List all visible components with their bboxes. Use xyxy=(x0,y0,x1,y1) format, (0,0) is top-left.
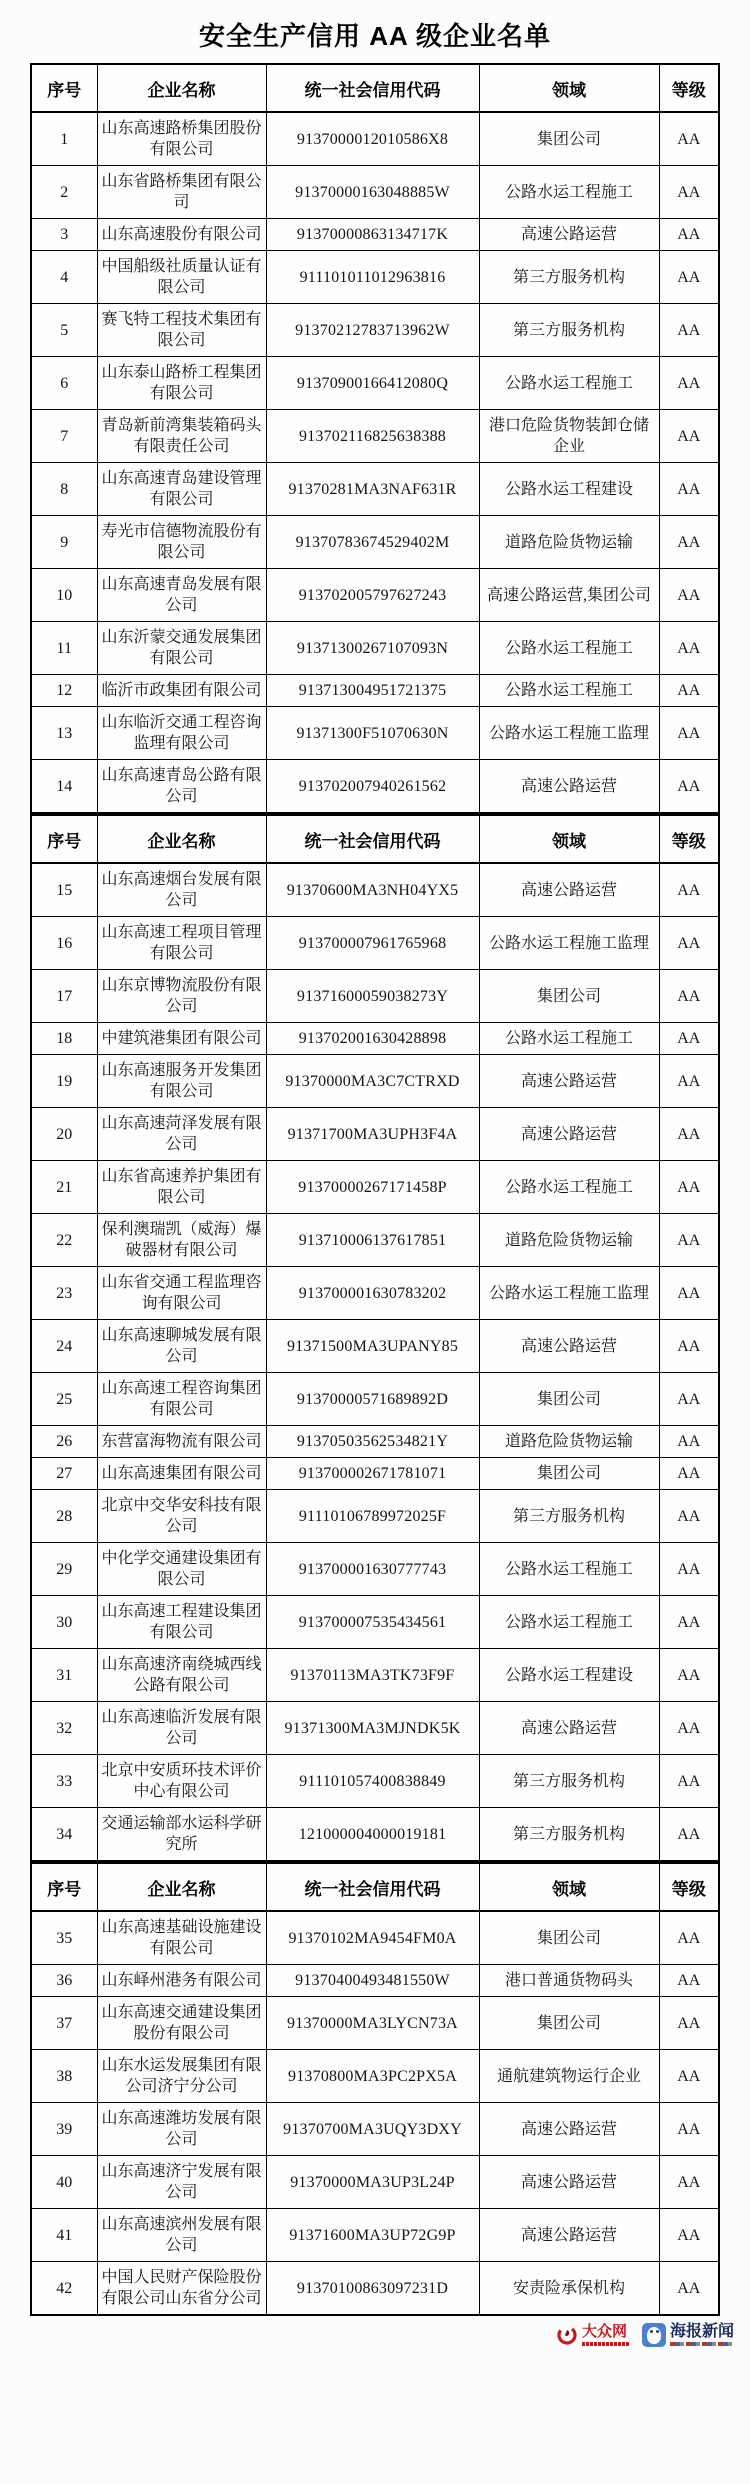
grade-cell: AA xyxy=(659,760,719,814)
field-cell: 公路水运工程施工 xyxy=(479,1543,659,1596)
credit-code-cell: 913700001630777743 xyxy=(266,1543,479,1596)
serial-cell: 9 xyxy=(31,516,97,569)
enterprise-table-1 xyxy=(30,63,720,814)
company-name-cell: 山东高速菏泽发展有限公司 xyxy=(97,1108,266,1161)
credit-code-cell: 91371600059038273Y xyxy=(266,970,479,1023)
header-serial: 序号 xyxy=(31,815,97,863)
grade-cell: AA xyxy=(659,2050,719,2103)
serial-cell: 10 xyxy=(31,569,97,622)
credit-code-cell: 913700001630783202 xyxy=(266,1267,479,1320)
serial-cell: 6 xyxy=(31,357,97,410)
field-cell: 高速公路运营 xyxy=(479,219,659,251)
haibao-seal-icon xyxy=(642,2323,666,2347)
serial-cell: 42 xyxy=(31,2262,97,2316)
serial-cell: 13 xyxy=(31,707,97,760)
credit-code-cell: 91370212783713962W xyxy=(266,304,479,357)
header-grade: 等级 xyxy=(659,64,719,112)
serial-cell: 11 xyxy=(31,622,97,675)
company-name-cell: 山东高速烟台发展有限公司 xyxy=(97,863,266,917)
serial-cell: 2 xyxy=(31,166,97,219)
credit-code-cell: 91370900166412080Q xyxy=(266,357,479,410)
credit-code-cell: 913702001630428898 xyxy=(266,1023,479,1055)
grade-cell: AA xyxy=(659,516,719,569)
header-field: 领域 xyxy=(479,1863,659,1911)
company-name-cell: 山东高速济南绕城西线公路有限公司 xyxy=(97,1649,266,1702)
table-row xyxy=(31,760,719,814)
grade-cell: AA xyxy=(659,1108,719,1161)
grade-cell: AA xyxy=(659,1161,719,1214)
haibao-label: 海报新闻 xyxy=(669,2323,734,2340)
credit-code-cell: 91370000MA3LYCN73A xyxy=(266,1997,479,2050)
credit-code-cell: 91370800MA3PC2PX5A xyxy=(266,2050,479,2103)
table-row xyxy=(31,1458,719,1490)
field-cell: 高速公路运营 xyxy=(479,2156,659,2209)
table-row xyxy=(31,251,719,304)
grade-cell: AA xyxy=(659,1911,719,1965)
field-cell: 港口普通货物码头 xyxy=(479,1965,659,1997)
field-cell: 公路水运工程施工 xyxy=(479,357,659,410)
page-title: 安全生产信用 AA 级企业名单 xyxy=(198,21,552,51)
enterprise-table-3 xyxy=(30,1862,720,2316)
header-credit-code: 统一社会信用代码 xyxy=(266,1863,479,1911)
grade-cell: AA xyxy=(659,1373,719,1426)
serial-cell: 38 xyxy=(31,2050,97,2103)
field-cell: 公路水运工程施工 xyxy=(479,675,659,707)
company-name-cell: 山东高速潍坊发展有限公司 xyxy=(97,2103,266,2156)
grade-cell: AA xyxy=(659,675,719,707)
serial-cell: 20 xyxy=(31,1108,97,1161)
grade-cell: AA xyxy=(659,1596,719,1649)
company-name-cell: 青岛新前湾集装箱码头有限责任公司 xyxy=(97,410,266,463)
company-name-cell: 山东高速工程项目管理有限公司 xyxy=(97,917,266,970)
serial-cell: 31 xyxy=(31,1649,97,1702)
serial-cell: 35 xyxy=(31,1911,97,1965)
field-cell: 高速公路运营 xyxy=(479,1055,659,1108)
header-credit-code: 统一社会信用代码 xyxy=(266,64,479,112)
grade-cell: AA xyxy=(659,1490,719,1543)
serial-cell: 1 xyxy=(31,112,97,166)
field-cell: 高速公路运营 xyxy=(479,1108,659,1161)
header-company-name: 企业名称 xyxy=(97,815,266,863)
field-cell: 第三方服务机构 xyxy=(479,251,659,304)
credit-code-cell: 91370000163048885W xyxy=(266,166,479,219)
header-row xyxy=(31,64,719,112)
grade-cell: AA xyxy=(659,166,719,219)
field-cell: 高速公路运营 xyxy=(479,2209,659,2262)
company-name-cell: 山东高速青岛发展有限公司 xyxy=(97,569,266,622)
company-name-cell: 山东省交通工程监理咨询有限公司 xyxy=(97,1267,266,1320)
credit-code-cell: 91370783674529402M xyxy=(266,516,479,569)
company-name-cell: 临沂市政集团有限公司 xyxy=(97,675,266,707)
credit-code-cell: 121000004000019181 xyxy=(266,1808,479,1862)
header-row xyxy=(31,815,719,863)
table-row xyxy=(31,219,719,251)
serial-cell: 16 xyxy=(31,917,97,970)
header-field: 领域 xyxy=(479,815,659,863)
serial-cell: 3 xyxy=(31,219,97,251)
company-name-cell: 山东沂蒙交通发展集团有限公司 xyxy=(97,622,266,675)
company-name-cell: 山东高速服务开发集团有限公司 xyxy=(97,1055,266,1108)
company-name-cell: 山东高速路桥集团股份有限公司 xyxy=(97,112,266,166)
credit-code-cell: 91370000MA3UP3L24P xyxy=(266,2156,479,2209)
company-name-cell: 山东水运发展集团有限公司济宁分公司 xyxy=(97,2050,266,2103)
credit-code-cell: 91370400493481550W xyxy=(266,1965,479,1997)
credit-code-cell: 91371300267107093N xyxy=(266,622,479,675)
serial-cell: 22 xyxy=(31,1214,97,1267)
credit-code-cell: 91110106789972025F xyxy=(266,1490,479,1543)
serial-cell: 36 xyxy=(31,1965,97,1997)
serial-cell: 39 xyxy=(31,2103,97,2156)
header-grade: 等级 xyxy=(659,815,719,863)
table-row xyxy=(31,166,719,219)
field-cell: 集团公司 xyxy=(479,1911,659,1965)
credit-code-cell: 913702007940261562 xyxy=(266,760,479,814)
credit-code-cell: 913702005797627243 xyxy=(266,569,479,622)
grade-cell: AA xyxy=(659,1649,719,1702)
field-cell: 高速公路运营 xyxy=(479,760,659,814)
field-cell: 道路危险货物运输 xyxy=(479,516,659,569)
field-cell: 公路水运工程施工 xyxy=(479,1023,659,1055)
serial-cell: 40 xyxy=(31,2156,97,2209)
field-cell: 集团公司 xyxy=(479,1997,659,2050)
field-cell: 集团公司 xyxy=(479,112,659,166)
table-row xyxy=(31,917,719,970)
credit-code-cell: 913700007535434561 xyxy=(266,1596,479,1649)
table-row xyxy=(31,2050,719,2103)
table-row xyxy=(31,112,719,166)
company-name-cell: 山东高速股份有限公司 xyxy=(97,219,266,251)
grade-cell: AA xyxy=(659,1997,719,2050)
company-name-cell: 中国船级社质量认证有限公司 xyxy=(97,251,266,304)
company-name-cell: 山东高速济宁发展有限公司 xyxy=(97,2156,266,2209)
credit-code-cell: 91371600MA3UP72G9P xyxy=(266,2209,479,2262)
company-name-cell: 寿光市信德物流股份有限公司 xyxy=(97,516,266,569)
company-name-cell: 山东高速青岛建设管理有限公司 xyxy=(97,463,266,516)
company-name-cell: 中化学交通建设集团有限公司 xyxy=(97,1543,266,1596)
dazhong-swirl-icon xyxy=(556,2324,578,2346)
credit-code-cell: 91370113MA3TK73F9F xyxy=(266,1649,479,1702)
table-row xyxy=(31,2262,719,2316)
field-cell: 公路水运工程施工监理 xyxy=(479,1267,659,1320)
grade-cell: AA xyxy=(659,219,719,251)
enterprise-table-2 xyxy=(30,814,720,1862)
header-serial: 序号 xyxy=(31,64,97,112)
grade-cell: AA xyxy=(659,917,719,970)
grade-cell: AA xyxy=(659,463,719,516)
grade-cell: AA xyxy=(659,863,719,917)
credit-code-cell: 91371300MA3MJNDK5K xyxy=(266,1702,479,1755)
field-cell: 集团公司 xyxy=(479,1458,659,1490)
field-cell: 公路水运工程施工监理 xyxy=(479,917,659,970)
table-row xyxy=(31,2156,719,2209)
credit-code-cell: 913710006137617851 xyxy=(266,1214,479,1267)
table-row xyxy=(31,1490,719,1543)
company-name-cell: 山东高速基础设施建设有限公司 xyxy=(97,1911,266,1965)
header-row xyxy=(31,1863,719,1911)
dazhong-subtext-strip xyxy=(582,2342,630,2346)
table-row xyxy=(31,1373,719,1426)
credit-code-cell: 911101011012963816 xyxy=(266,251,479,304)
serial-cell: 41 xyxy=(31,2209,97,2262)
table-row xyxy=(31,1214,719,1267)
field-cell: 道路危险货物运输 xyxy=(479,1426,659,1458)
grade-cell: AA xyxy=(659,357,719,410)
field-cell: 公路水运工程施工 xyxy=(479,1596,659,1649)
table-row xyxy=(31,970,719,1023)
grade-cell: AA xyxy=(659,1808,719,1862)
haibao-subtext-strip xyxy=(670,2342,732,2346)
table-row xyxy=(31,1267,719,1320)
field-cell: 公路水运工程施工 xyxy=(479,1161,659,1214)
field-cell: 高速公路运营 xyxy=(479,2103,659,2156)
table-row xyxy=(31,2103,719,2156)
grade-cell: AA xyxy=(659,970,719,1023)
dazhong-label: 大众网 xyxy=(581,2323,627,2340)
serial-cell: 15 xyxy=(31,863,97,917)
table-row xyxy=(31,410,719,463)
company-name-cell: 山东泰山路桥工程集团有限公司 xyxy=(97,357,266,410)
serial-cell: 4 xyxy=(31,251,97,304)
credit-code-cell: 91370102MA9454FM0A xyxy=(266,1911,479,1965)
field-cell: 集团公司 xyxy=(479,970,659,1023)
field-cell: 公路水运工程建设 xyxy=(479,1649,659,1702)
company-name-cell: 山东省路桥集团有限公司 xyxy=(97,166,266,219)
grade-cell: AA xyxy=(659,410,719,463)
table-row xyxy=(31,707,719,760)
grade-cell: AA xyxy=(659,1702,719,1755)
company-name-cell: 山东高速聊城发展有限公司 xyxy=(97,1320,266,1373)
company-name-cell: 山东高速工程咨询集团有限公司 xyxy=(97,1373,266,1426)
haibao-logo xyxy=(642,2323,734,2347)
field-cell: 高速公路运营,集团公司 xyxy=(479,569,659,622)
field-cell: 公路水运工程施工监理 xyxy=(479,707,659,760)
table-row xyxy=(31,516,719,569)
field-cell: 安责险承保机构 xyxy=(479,2262,659,2316)
serial-cell: 7 xyxy=(31,410,97,463)
credit-code-cell: 91370000MA3C7CTRXD xyxy=(266,1055,479,1108)
table-row xyxy=(31,1543,719,1596)
credit-code-cell: 91371300F51070630N xyxy=(266,707,479,760)
credit-code-cell: 9137000012010586X8 xyxy=(266,112,479,166)
grade-cell: AA xyxy=(659,2262,719,2316)
serial-cell: 8 xyxy=(31,463,97,516)
header-company-name: 企业名称 xyxy=(97,1863,266,1911)
serial-cell: 17 xyxy=(31,970,97,1023)
field-cell: 公路水运工程施工 xyxy=(479,622,659,675)
table-row xyxy=(31,1911,719,1965)
field-cell: 高速公路运营 xyxy=(479,1320,659,1373)
serial-cell: 23 xyxy=(31,1267,97,1320)
table-row xyxy=(31,863,719,917)
serial-cell: 24 xyxy=(31,1320,97,1373)
credit-code-cell: 91371500MA3UPANY85 xyxy=(266,1320,479,1373)
dazhong-logo xyxy=(556,2324,630,2346)
field-cell: 公路水运工程施工 xyxy=(479,166,659,219)
table-row xyxy=(31,1702,719,1755)
field-cell: 港口危险货物装卸仓储企业 xyxy=(479,410,659,463)
table-row xyxy=(31,1596,719,1649)
company-name-cell: 保利澳瑞凯（威海）爆破器材有限公司 xyxy=(97,1214,266,1267)
field-cell: 通航建筑物运行企业 xyxy=(479,2050,659,2103)
field-cell: 集团公司 xyxy=(479,1373,659,1426)
company-name-cell: 东营富海物流有限公司 xyxy=(97,1426,266,1458)
credit-code-cell: 913700007961765968 xyxy=(266,917,479,970)
grade-cell: AA xyxy=(659,112,719,166)
table-row xyxy=(31,1808,719,1862)
credit-code-cell: 91370600MA3NH04YX5 xyxy=(266,863,479,917)
serial-cell: 27 xyxy=(31,1458,97,1490)
credit-code-cell: 91370000267171458P xyxy=(266,1161,479,1214)
serial-cell: 37 xyxy=(31,1997,97,2050)
credit-code-cell: 91370281MA3NAF631R xyxy=(266,463,479,516)
grade-cell: AA xyxy=(659,1214,719,1267)
company-name-cell: 北京中交华安科技有限公司 xyxy=(97,1490,266,1543)
grade-cell: AA xyxy=(659,1458,719,1490)
table-row xyxy=(31,1649,719,1702)
company-name-cell: 山东京博物流股份有限公司 xyxy=(97,970,266,1023)
serial-cell: 28 xyxy=(31,1490,97,1543)
company-name-cell: 中建筑港集团有限公司 xyxy=(97,1023,266,1055)
header-credit-code: 统一社会信用代码 xyxy=(266,815,479,863)
table-row xyxy=(31,569,719,622)
grade-cell: AA xyxy=(659,1023,719,1055)
field-cell: 高速公路运营 xyxy=(479,1702,659,1755)
table-row xyxy=(31,622,719,675)
company-name-cell: 山东峄州港务有限公司 xyxy=(97,1965,266,1997)
company-name-cell: 中国人民财产保险股份有限公司山东省分公司 xyxy=(97,2262,266,2316)
serial-cell: 5 xyxy=(31,304,97,357)
credit-code-cell: 913700002671781071 xyxy=(266,1458,479,1490)
grade-cell: AA xyxy=(659,2209,719,2262)
serial-cell: 25 xyxy=(31,1373,97,1426)
field-cell: 高速公路运营 xyxy=(479,863,659,917)
credit-code-cell: 913713004951721375 xyxy=(266,675,479,707)
header-company-name: 企业名称 xyxy=(97,64,266,112)
company-name-cell: 山东临沂交通工程咨询监理有限公司 xyxy=(97,707,266,760)
table-row xyxy=(31,1320,719,1373)
grade-cell: AA xyxy=(659,569,719,622)
header-field: 领域 xyxy=(479,64,659,112)
grade-cell: AA xyxy=(659,2103,719,2156)
credit-code-cell: 91370700MA3UQY3DXY xyxy=(266,2103,479,2156)
grade-cell: AA xyxy=(659,622,719,675)
table-row xyxy=(31,1055,719,1108)
field-cell: 第三方服务机构 xyxy=(479,1808,659,1862)
credit-code-cell: 913702116825638388 xyxy=(266,410,479,463)
serial-cell: 19 xyxy=(31,1055,97,1108)
grade-cell: AA xyxy=(659,304,719,357)
company-name-cell: 交通运输部水运科学研究所 xyxy=(97,1808,266,1862)
field-cell: 道路危险货物运输 xyxy=(479,1214,659,1267)
company-name-cell: 山东高速交通建设集团股份有限公司 xyxy=(97,1997,266,2050)
grade-cell: AA xyxy=(659,1755,719,1808)
company-name-cell: 山东省高速养护集团有限公司 xyxy=(97,1161,266,1214)
credit-code-cell: 911101057400838849 xyxy=(266,1755,479,1808)
table-row xyxy=(31,675,719,707)
table-row xyxy=(31,1161,719,1214)
serial-cell: 26 xyxy=(31,1426,97,1458)
serial-cell: 12 xyxy=(31,675,97,707)
grade-cell: AA xyxy=(659,251,719,304)
credit-code-cell: 91371700MA3UPH3F4A xyxy=(266,1108,479,1161)
serial-cell: 33 xyxy=(31,1755,97,1808)
field-cell: 第三方服务机构 xyxy=(479,1490,659,1543)
table-row xyxy=(31,1426,719,1458)
credit-code-cell: 91370000571689892D xyxy=(266,1373,479,1426)
table-row xyxy=(31,2209,719,2262)
company-name-cell: 山东高速滨州发展有限公司 xyxy=(97,2209,266,2262)
grade-cell: AA xyxy=(659,1426,719,1458)
table-row xyxy=(31,1965,719,1997)
grade-cell: AA xyxy=(659,1267,719,1320)
serial-cell: 29 xyxy=(31,1543,97,1596)
table-row xyxy=(31,357,719,410)
credit-code-cell: 91370100863097231D xyxy=(266,2262,479,2316)
company-name-cell: 赛飞特工程技术集团有限公司 xyxy=(97,304,266,357)
serial-cell: 18 xyxy=(31,1023,97,1055)
serial-cell: 21 xyxy=(31,1161,97,1214)
field-cell: 第三方服务机构 xyxy=(479,304,659,357)
credit-code-cell: 91370000863134717K xyxy=(266,219,479,251)
watermark-bar xyxy=(0,2320,740,2350)
serial-cell: 14 xyxy=(31,760,97,814)
company-name-cell: 山东高速集团有限公司 xyxy=(97,1458,266,1490)
header-serial: 序号 xyxy=(31,1863,97,1911)
credit-code-cell: 91370503562534821Y xyxy=(266,1426,479,1458)
field-cell: 第三方服务机构 xyxy=(479,1755,659,1808)
grade-cell: AA xyxy=(659,2156,719,2209)
company-name-cell: 山东高速青岛公路有限公司 xyxy=(97,760,266,814)
grade-cell: AA xyxy=(659,707,719,760)
grade-cell: AA xyxy=(659,1965,719,1997)
field-cell: 公路水运工程建设 xyxy=(479,463,659,516)
header-grade: 等级 xyxy=(659,1863,719,1911)
company-name-cell: 山东高速工程建设集团有限公司 xyxy=(97,1596,266,1649)
grade-cell: AA xyxy=(659,1320,719,1373)
company-name-cell: 北京中安质环技术评价中心有限公司 xyxy=(97,1755,266,1808)
grade-cell: AA xyxy=(659,1055,719,1108)
serial-cell: 32 xyxy=(31,1702,97,1755)
serial-cell: 34 xyxy=(31,1808,97,1862)
serial-cell: 30 xyxy=(31,1596,97,1649)
table-row xyxy=(31,1108,719,1161)
table-row xyxy=(31,1755,719,1808)
table-row xyxy=(31,304,719,357)
table-row xyxy=(31,463,719,516)
table-row xyxy=(31,1997,719,2050)
company-name-cell: 山东高速临沂发展有限公司 xyxy=(97,1702,266,1755)
grade-cell: AA xyxy=(659,1543,719,1596)
table-row xyxy=(31,1023,719,1055)
